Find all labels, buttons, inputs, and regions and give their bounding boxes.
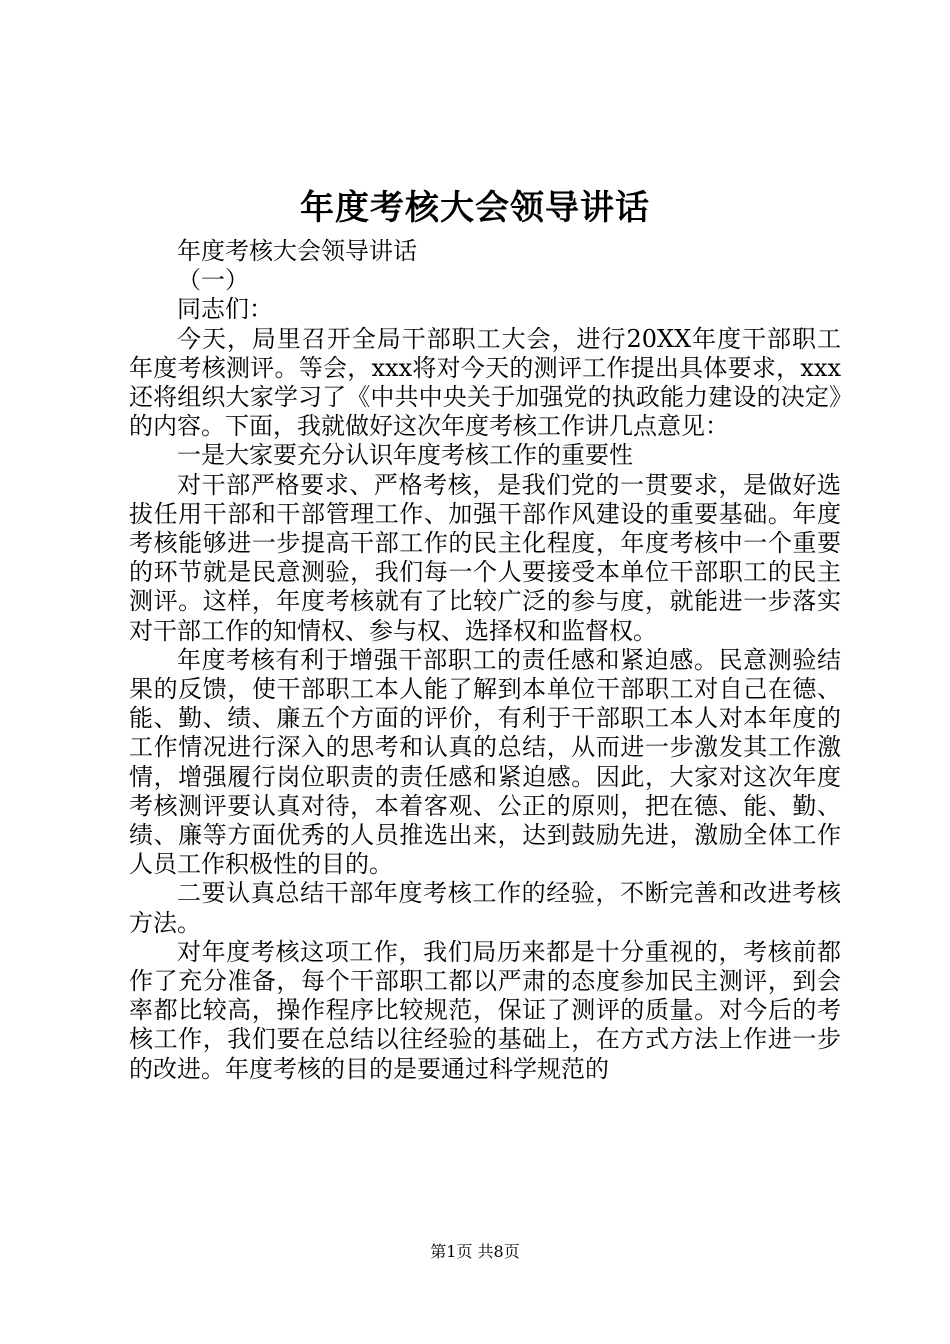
paragraph: 今天，局里召开全局干部职工大会，进行20XX年度干部职工年度考核测评。等会，xxx将对今天的测评工作提出具体要求，xxx还将组织大家学习了《中共中央关于加强党的执政能力建设的决定》的内容。下面，我就做好这次年度考核工作讲几点意见： [129,324,841,441]
paragraph-salutation: 同志们： [177,295,273,324]
paragraph-heading: 二要认真总结干部年度考核工作的经验，不断完善和改进考核方法。 [129,879,841,937]
document-title: 年度考核大会领导讲话 [300,188,650,228]
paragraph: 年度考核有利于增强干部职工的责任感和紧迫感。民意测验结果的反馈，使干部职工本人能了解到本单位干部职工对自己在德、能、勤、绩、廉五个方面的评价，有利于干部职工本人对本年度的工作情况进行深入的思考和认真的总结，从而进一步激发其工作激情，增强履行岗位职责的责任感和紧迫感。因此，大家对这次年度考核测评要认真对待，本着客观、公正的原则，把在德、能、勤、绩、廉等方面优秀的人员推选出来，达到鼓励先进，激励全体工作人员工作积极性的目的。 [129,645,841,879]
paragraph-section-marker: （一） [177,266,249,295]
paragraph: 对干部严格要求、严格考核，是我们党的一贯要求，是做好选拔任用干部和干部管理工作、加强干部作风建设的重要基础。年度考核能够进一步提高干部工作的民主化程度，年度考核中一个重要的环节就是民意测验，我们每一个人要接受本单位干部职工的民主测评。这样，年度考核就有了比较广泛的参与度，就能进一步落实对干部工作的知情权、参与权、选择权和监督权。 [129,470,841,645]
paragraph-subtitle: 年度考核大会领导讲话 [177,237,417,265]
paragraph: 对年度考核这项工作，我们局历来都是十分重视的，考核前都作了充分准备，每个干部职工都以严肃的态度参加民主测评，到会率都比较高，操作程序比较规范，保证了测评的质量。对今后的考核工作，我们要在总结以往经验的基础上，在方式方法上作进一步的改进。年度考核的目的是要通过科学规范的 [129,937,841,1083]
page-footer: 第1页 共8页 [430,1242,520,1261]
document-body [129,237,841,1084]
paragraph-heading: 一是大家要充分认识年度考核工作的重要性 [177,441,633,470]
